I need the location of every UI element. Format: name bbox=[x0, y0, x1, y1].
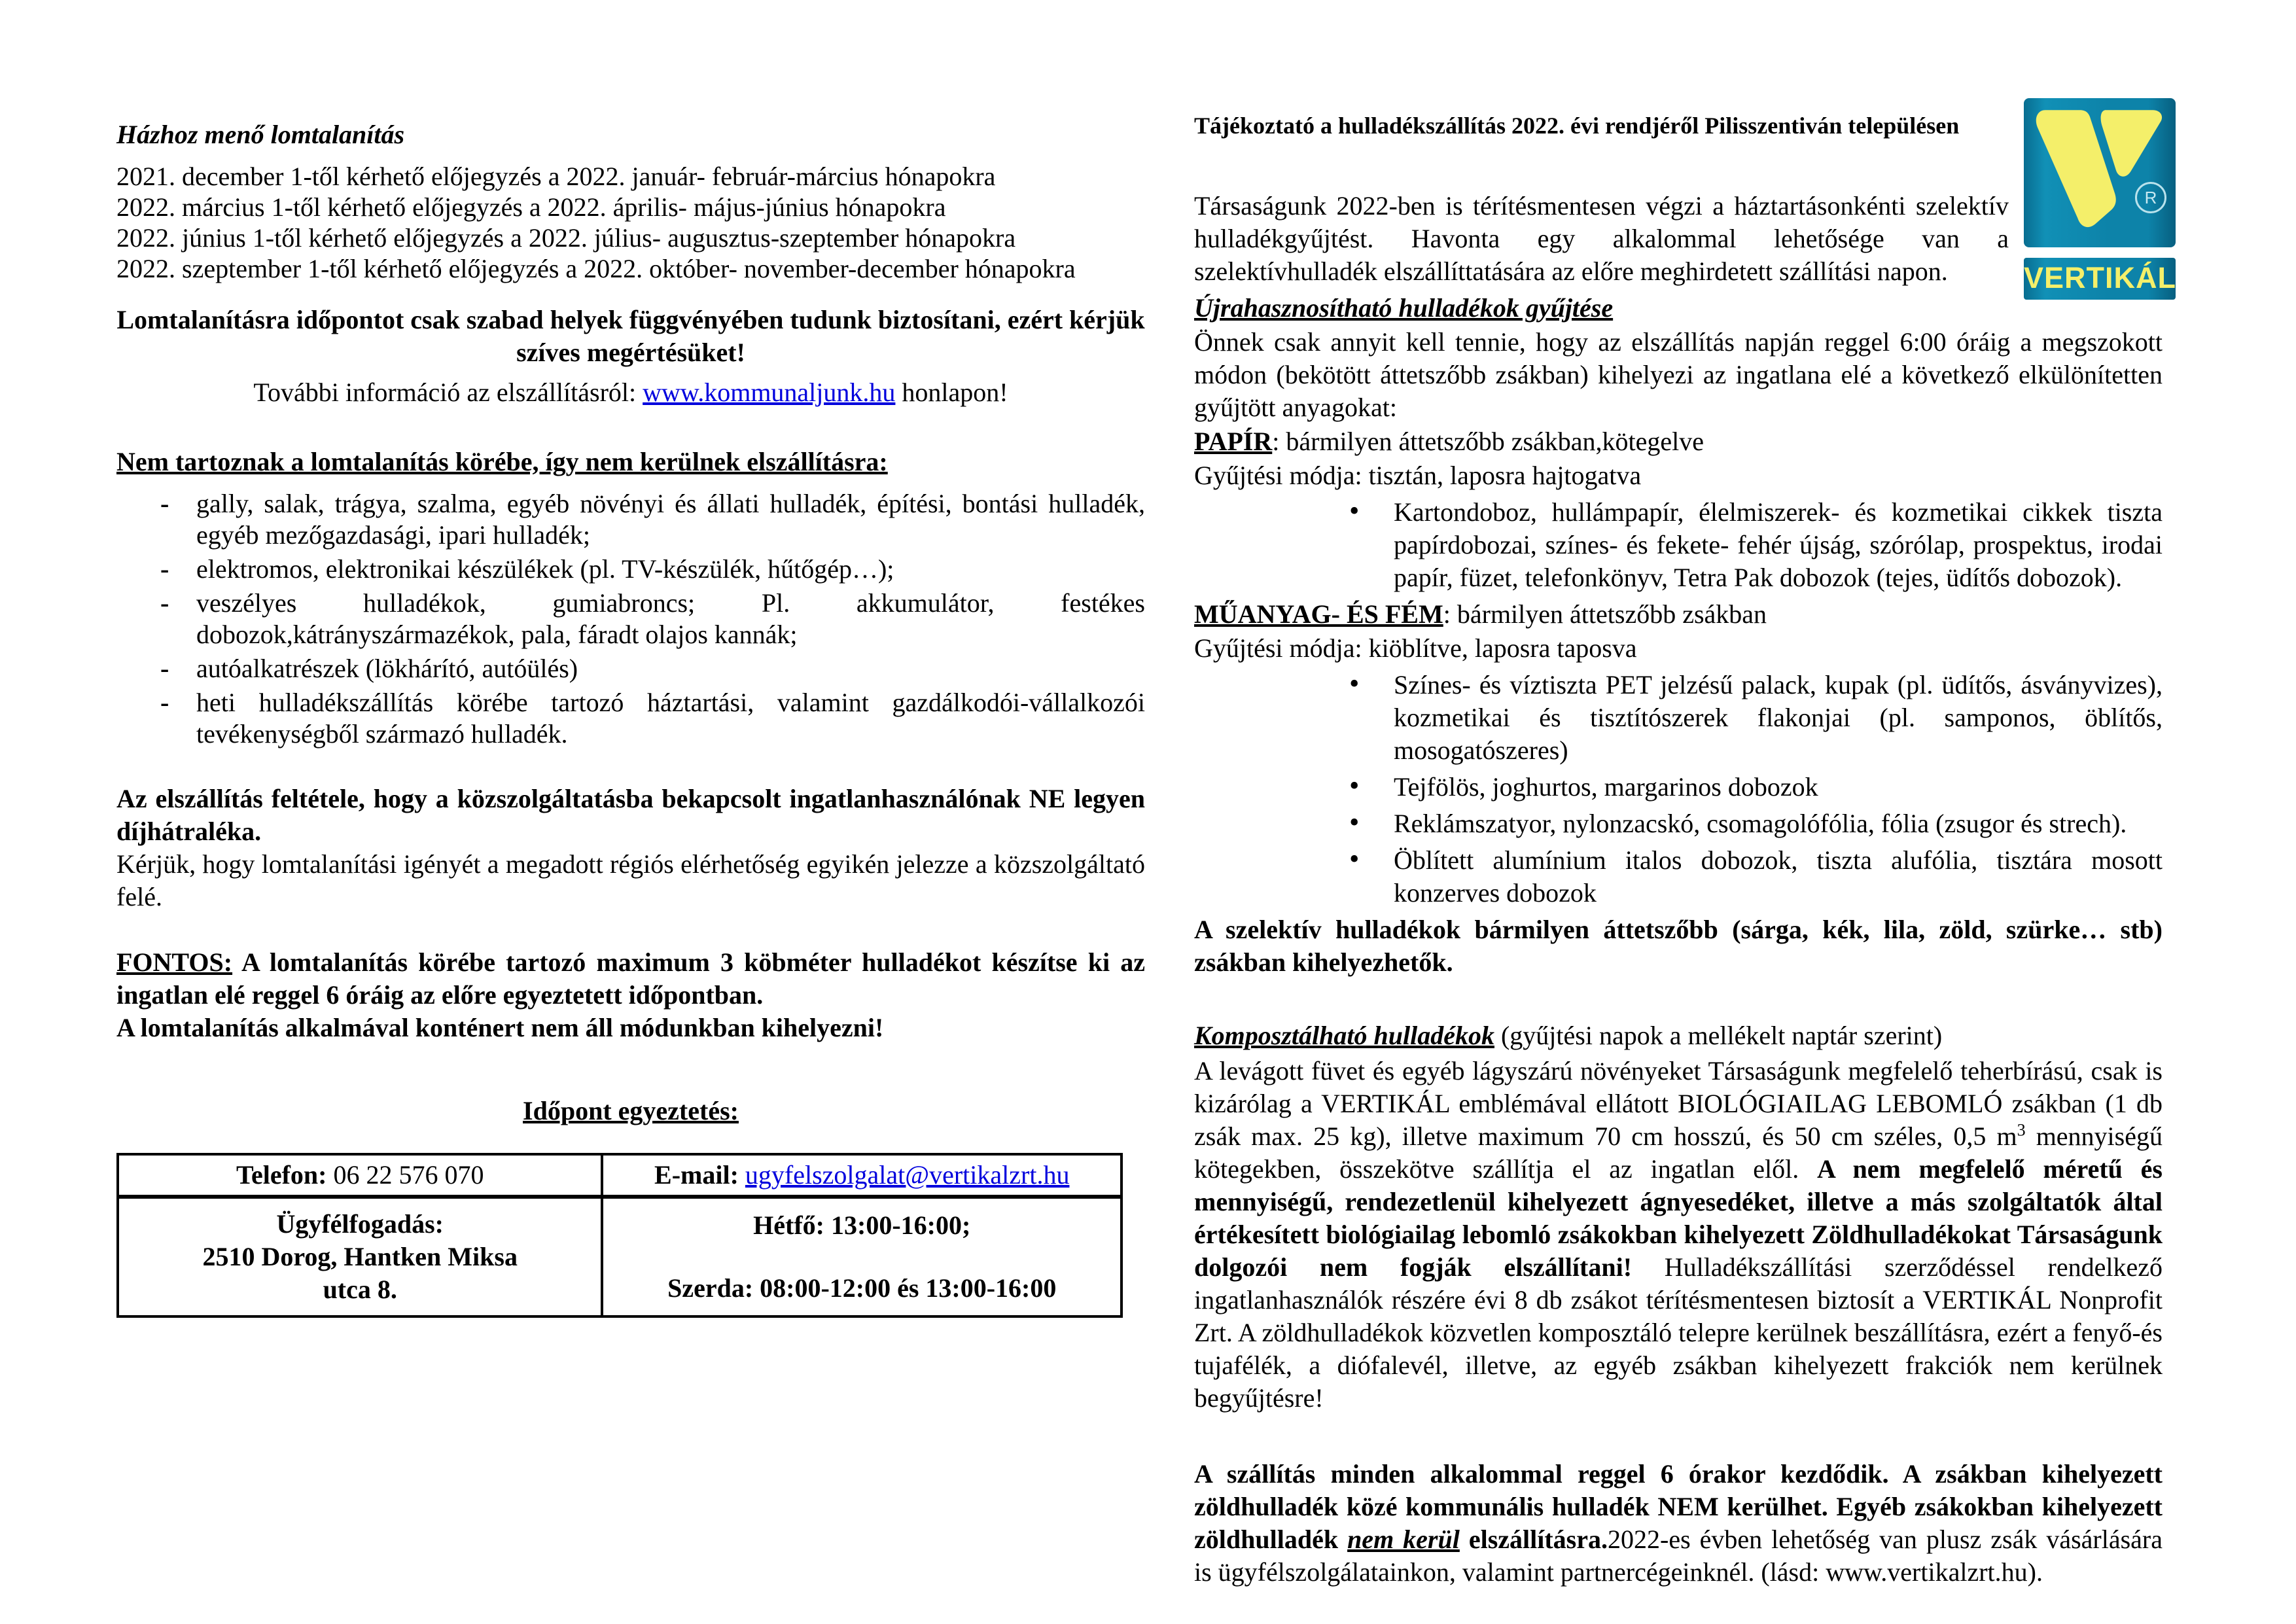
excluded-list bbox=[116, 488, 1145, 750]
contact-table bbox=[116, 1153, 1123, 1318]
paper-rest: : bármilyen áttetszőbb zsákban,kötegelve bbox=[1272, 427, 1704, 456]
list-item-text: Kartondoboz, hullámpapír, élelmiszerek- és kozmetikai cikkek tiszta papírdobozai, színes- és fekete- fehér újság, szórólap, prospektus, irodai papír, füzet, telefonkönyv, Tetra Pak dobozok (tejes, üdítős dobozok). bbox=[1394, 497, 2163, 592]
hours-line: Szerda: 08:00-12:00 és 13:00-16:00 bbox=[667, 1273, 1057, 1303]
table-row bbox=[118, 1197, 1122, 1316]
selective-note: A szelektív hulladékok bármilyen áttetszőbb (sárga, kék, lila, zöld, szürke… stb) zsákban kihelyezhetők. bbox=[1194, 915, 2163, 977]
left-column bbox=[116, 119, 1145, 1318]
notice-line: Lomtalanításra időpontot csak szabad helyek függvényében tudunk biztosítani, ezért kérjük bbox=[116, 305, 1145, 334]
fontos-paragraph bbox=[116, 946, 1145, 1044]
disc-bullet-icon: • bbox=[1349, 667, 1360, 699]
booking-line: 2022. március 1-től kérhető előjegyzés a 2022. április- május-június hónapokra bbox=[116, 192, 946, 222]
list-item bbox=[1194, 669, 2163, 767]
notice-paragraph bbox=[116, 304, 1145, 369]
compost-bold-text: A nem megfelelő méretű és mennyiségű, rendezetlenül kihelyezett ágnyesedéket, illetve a más szolgáltatók által értékesített biológiailag lebomló zsákokban kihelyezett Zöldhulladékokat Társaságunk dolgozói nem fogják elszállítani! bbox=[1194, 1154, 2163, 1282]
fontos-line2: A lomtalanítás alkalmával konténert nem áll módunkban kihelyezni! bbox=[116, 1013, 884, 1042]
delivery-paragraph bbox=[1194, 1458, 2163, 1589]
more-info-suffix: honlapon! bbox=[895, 378, 1008, 407]
dash-bullet-icon: - bbox=[160, 554, 169, 584]
list-item-text: Reklámszatyor, nylonzacskó, csomagolófólia, fólia (zsugor és strech). bbox=[1394, 809, 2127, 838]
list-item-text: elektromos, elektronikai készülékek (pl. TV-készülék, hűtőgép…); bbox=[196, 554, 894, 584]
condition-rest: Kérjük, hogy lomtalanítási igényét a megadott régiós elérhetőség egyikén jelezze a közszolgáltató felé. bbox=[116, 849, 1145, 911]
office-line: 2510 Dorog, Hantken Miksa bbox=[202, 1242, 518, 1271]
list-item-text: autóalkatrészek (lökhárító, autóülés) bbox=[196, 654, 578, 683]
booking-lines bbox=[116, 161, 1145, 284]
vertikal-logo bbox=[2024, 98, 2176, 300]
office-cell bbox=[118, 1197, 602, 1316]
recyclable-heading: Újrahasznosítható hulladékok gyűjtése bbox=[1194, 293, 1614, 323]
list-item-text: gally, salak, trágya, szalma, egyéb növényi és állati hulladék, építési, bontási hulladék, egyéb mezőgazdasági, ipari hulladék; bbox=[196, 489, 1145, 550]
email-label: E-mail: bbox=[654, 1160, 745, 1190]
compost-heading-rest: (gyűjtési napok a mellékelt naptár szerint) bbox=[1494, 1021, 1943, 1050]
office-line: utca 8. bbox=[323, 1275, 397, 1304]
paper-label: PAPÍR bbox=[1194, 427, 1273, 456]
disc-bullet-icon: • bbox=[1349, 843, 1360, 875]
notice-line: szíves megértésüket! bbox=[516, 338, 745, 367]
booking-line: 2022. június 1-től kérhető előjegyzés a 2022. július- augusztus-szeptember hónapokra bbox=[116, 223, 1016, 253]
intro-paragraph: Társaságunk 2022-ben is térítésmentesen végzi a háztartásonkénti szelektív hulladékgyűjtést. Havonta egy alkalommal lehetősége van a szelektívhulladék elszállíttatására az előre meghirdetett szállítási napon. bbox=[1194, 191, 2009, 286]
office-line: Ügyfélfogadás: bbox=[276, 1209, 444, 1239]
condition-paragraph bbox=[116, 783, 1145, 913]
compost-text: mennyiségű kötegekben, összekötve szállítja el az ingatlan elől. bbox=[1194, 1121, 2163, 1184]
more-info-prefix: További információ az elszállításról: bbox=[253, 378, 643, 407]
appointment-heading: Időpont egyeztetés: bbox=[523, 1096, 739, 1125]
dash-bullet-icon: - bbox=[160, 489, 169, 518]
spacer bbox=[609, 1242, 1115, 1272]
kommunaljunk-link[interactable]: www.kommunaljunk.hu bbox=[643, 378, 896, 407]
list-item-text: Tejfölös, joghurtos, margarinos dobozok bbox=[1394, 772, 1818, 802]
list-item-text: Színes- és víztiszta PET jelzésű palack, kupak (pl. üdítős, ásványvizes), kozmetikai és tisztítószerek flakonjai (pl. samponos, öblítős, mosogatószeres) bbox=[1394, 670, 2163, 765]
fontos-text: A lomtalanítás körébe tartozó maximum 3 köbméter hulladékot készítse ki az ingatlan elé reggel 6 óráig az előre egyeztetett időpontban. bbox=[116, 947, 1145, 1010]
vertikal-wordmark: VERTIKÁL bbox=[2024, 258, 2176, 300]
list-item bbox=[116, 488, 1145, 551]
plastic-line bbox=[1194, 598, 2163, 631]
delivery-nem-kerul: nem kerül bbox=[1347, 1525, 1460, 1554]
paper-method: Gyűjtési módja: tisztán, laposra hajtogatva bbox=[1194, 461, 1642, 490]
list-item-text: veszélyes hulladékok, gumiabroncs; Pl. akkumulátor, festékes dobozok,kátrányszármazékok, pala, fáradt olajos kannák; bbox=[196, 588, 1145, 649]
list-item-text: heti hulladékszállítás körébe tartozó háztartási, valamint gazdálkodói-vállalkozói tevékenységből származó hulladék. bbox=[196, 688, 1145, 749]
vertikal-v-block bbox=[2024, 98, 2176, 247]
list-item bbox=[1194, 496, 2163, 594]
list-item bbox=[116, 554, 1145, 585]
phone-cell bbox=[118, 1154, 602, 1197]
booking-line: 2022. szeptember 1-től kérhető előjegyzés a 2022. október- november-december hónapokra bbox=[116, 254, 1076, 283]
compost-paragraph bbox=[1194, 1055, 2163, 1415]
paper-list bbox=[1194, 496, 2163, 594]
disc-bullet-icon: • bbox=[1349, 806, 1360, 838]
phone-label: Telefon: bbox=[236, 1160, 327, 1190]
right-column bbox=[1194, 110, 2163, 1589]
page-title: Tájékoztató a hulladékszállítás 2022. évi rendjéről Pilisszentiván településen bbox=[1194, 113, 1960, 139]
plastic-list bbox=[1194, 669, 2163, 909]
dash-bullet-icon: - bbox=[160, 654, 169, 683]
condition-bold: Az elszállítás feltétele, hogy a közszolgáltatásba bekapcsolt ingatlanhasználónak NE legyen díjhátraléka. bbox=[116, 784, 1145, 846]
delivery-bold: A szállítás minden alkalommal reggel 6 órakor kezdődik. A zsákban kihelyezett zöldhulladék közé kommunális hulladék NEM kerülhet. Egyéb zsákokban kihelyezett zöldhulladék bbox=[1194, 1459, 2163, 1554]
left-heading: Házhoz menő lomtalanítás bbox=[116, 120, 405, 149]
v-icon bbox=[2024, 98, 2176, 247]
dash-bullet-icon: - bbox=[160, 688, 169, 717]
hours-line: Hétfő: 13:00-16:00; bbox=[753, 1210, 971, 1240]
list-item-text: Öblített alumínium italos dobozok, tiszta alufólia, tisztára mosott konzerves dobozok bbox=[1394, 845, 2163, 908]
dash-bullet-icon: - bbox=[160, 588, 169, 618]
delivery-bold: elszállításra. bbox=[1459, 1525, 1608, 1554]
hours-cell bbox=[602, 1197, 1122, 1316]
table-row bbox=[118, 1154, 1122, 1197]
paper-line bbox=[1194, 425, 2163, 458]
disc-bullet-icon: • bbox=[1349, 769, 1360, 802]
fontos-label: FONTOS: bbox=[116, 947, 233, 977]
compost-heading bbox=[1194, 1019, 2163, 1052]
superscript-3: 3 bbox=[2017, 1120, 2026, 1140]
delivery-rest: 2022-es évben lehetőség van plusz zsák vásárlására is ügyfélszolgálatainkon, valamint partnercégeinknél. (lásd: www.vertikalzrt.hu). bbox=[1194, 1525, 2163, 1587]
list-item bbox=[116, 687, 1145, 750]
list-item bbox=[116, 588, 1145, 650]
more-info-line bbox=[116, 377, 1145, 408]
email-cell bbox=[602, 1154, 1122, 1197]
compost-text: Hulladékszállítási szerződéssel rendelkező ingatlanhasználók részére évi 8 db zsákot térítésmentesen biztosít a VERTIKÁL Nonprofit Zrt. A zöldhulladékok közvetlen komposztáló telepre kerülnek beszállításra, ezért a fenyő-és tujafélék, a diófalevél, illetve, az egyéb zsákban kihelyezett frakciók nem kerülnek begyűjtésre! bbox=[1194, 1252, 2163, 1413]
email-link[interactable]: ugyfelszolgalat@vertikalzrt.hu bbox=[745, 1160, 1070, 1190]
plastic-method: Gyűjtési módja: kiöblítve, laposra taposva bbox=[1194, 633, 1637, 663]
excluded-heading: Nem tartoznak a lomtalanítás körébe, így nem kerülnek elszállításra: bbox=[116, 447, 888, 476]
recyclable-intro: Önnek csak annyit kell tennie, hogy az elszállítás napján reggel 6:00 óráig a megszokott módon (bekötött áttetszőbb zsákban) kihelyezi az ingatlana elé a következő elkülönítetten gyűjtött anyagokat: bbox=[1194, 327, 2163, 422]
list-item bbox=[1194, 771, 2163, 803]
compost-text: A levágott füvet és egyéb lágyszárú növényeket Társaságunk megfelelő teherbírású, csak is kizárólag a VERTIKÁL emblémával ellátott BIOLÓGIAILAG LEBOMLÓ zsákban (1 db zsák max. 25 kg), illetve maximum 70 cm hosszú, és 50 cm széles, 0,5 m bbox=[1194, 1056, 2163, 1151]
plastic-rest: : bármilyen áttetszőbb zsákban bbox=[1443, 599, 1767, 629]
plastic-label: MŰANYAG- ÉS FÉM bbox=[1194, 599, 1443, 629]
compost-heading-lead: Komposztálható hulladékok bbox=[1194, 1021, 1494, 1050]
list-item bbox=[116, 653, 1145, 684]
registered-trademark-icon: R bbox=[2135, 182, 2166, 213]
phone-value: 06 22 576 070 bbox=[327, 1160, 484, 1190]
disc-bullet-icon: • bbox=[1349, 495, 1360, 527]
list-item bbox=[1194, 844, 2163, 909]
list-item bbox=[1194, 807, 2163, 840]
booking-line: 2021. december 1-től kérhető előjegyzés a 2022. január- február-március hónapokra bbox=[116, 162, 996, 191]
